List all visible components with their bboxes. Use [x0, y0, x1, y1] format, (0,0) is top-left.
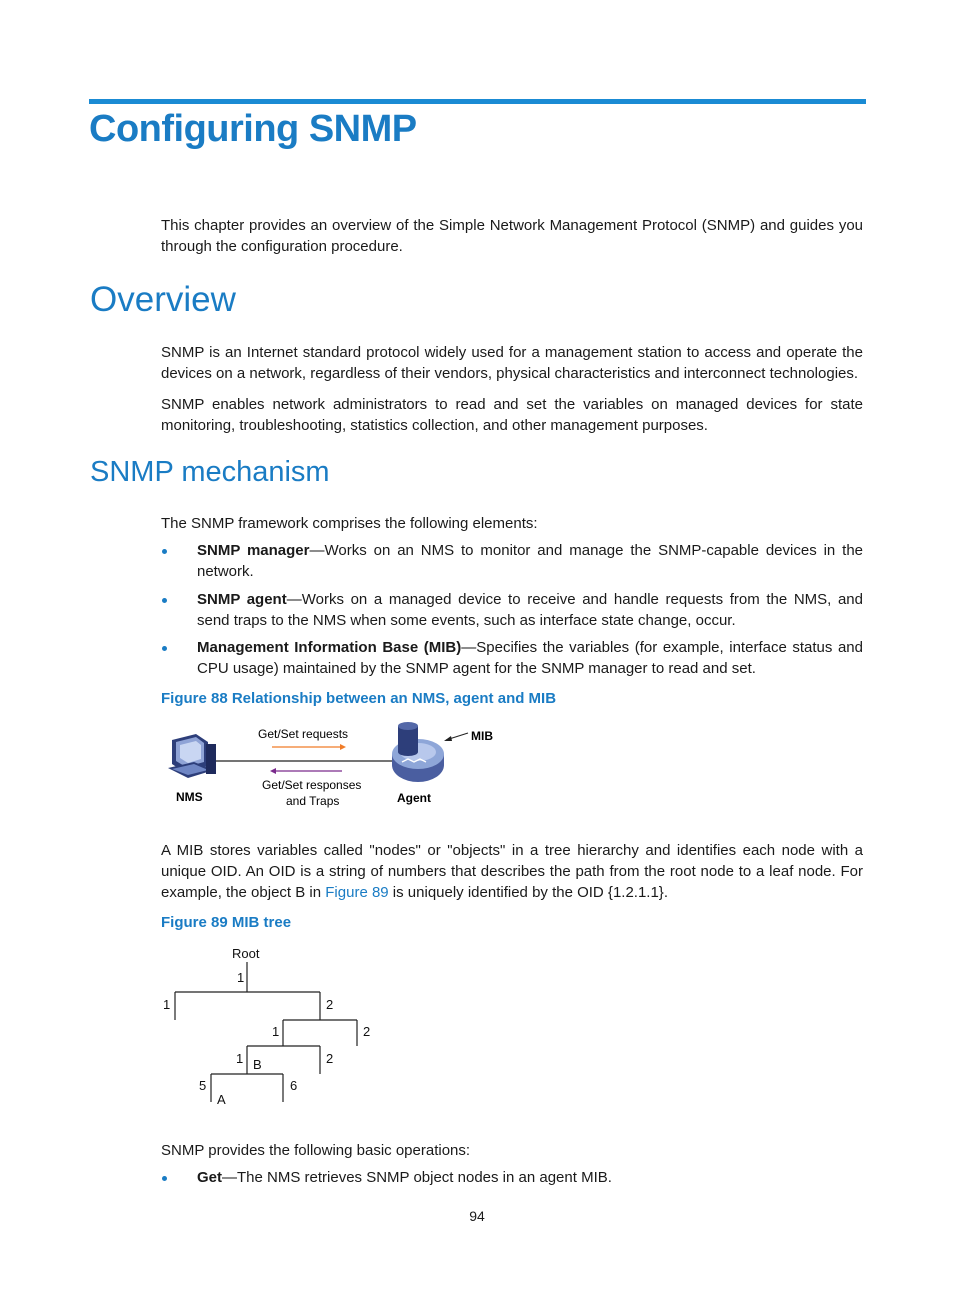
bullet-snmp-agent — [161, 589, 863, 631]
label-mib: MIB — [471, 729, 493, 743]
top-rule — [89, 99, 866, 104]
tree-node-l2-right: 2 — [363, 1024, 371, 1039]
bullet-dot — [162, 646, 167, 651]
tree-node-l2-left: 1 — [272, 1024, 280, 1039]
bullet-term: SNMP manager — [197, 542, 310, 559]
tree-label-a: A — [217, 1092, 226, 1107]
tree-label-b: B — [253, 1057, 262, 1072]
bullet-mib — [161, 637, 863, 679]
bullet-desc: —The NMS retrieves SNMP object nodes in an agent MIB. — [222, 1169, 612, 1186]
operations-lead: SNMP provides the following basic operations: — [161, 1142, 471, 1159]
bullet-desc: —Works on a managed device to receive and handle requests from the NMS, and send traps to the NMS when some events, such as interface state change, occur. — [197, 591, 863, 629]
overview-paragraph-1: SNMP is an Internet standard protocol widely used for a management station to access and operate the devices on a network, regardless of their vendors, physical characteristics and interconnect technologies. — [161, 344, 863, 382]
tree-node-l3-left: 1 — [236, 1051, 244, 1066]
bullet-dot — [162, 549, 167, 554]
page-number: 94 — [469, 1208, 485, 1224]
label-responses-line1: Get/Set responses — [262, 778, 362, 792]
chapter-title: Configuring SNMP — [89, 108, 417, 150]
figure-89-mib-tree — [155, 940, 395, 1110]
bullet-desc: —Specifies the variables (for example, interface status and CPU usage) maintained by the SNMP agent for the SNMP manager to read and set. — [197, 639, 863, 677]
bullet-term: SNMP agent — [197, 591, 287, 608]
mib-paragraph — [161, 840, 863, 903]
mechanism-heading: SNMP mechanism — [90, 456, 330, 488]
bullet-dot — [162, 598, 167, 603]
bullet-dot — [162, 1176, 167, 1181]
bullet-term: Management Information Base (MIB) — [197, 639, 462, 656]
agent-device-icon — [392, 722, 444, 782]
tree-node-l4-right: 6 — [290, 1078, 298, 1093]
tree-node-l3-right: 2 — [326, 1051, 334, 1066]
label-agent: Agent — [397, 791, 431, 805]
mib-paragraph-text-2: is uniquely identified by the OID {1.2.1.1}. — [388, 884, 668, 901]
label-nms: NMS — [176, 790, 203, 804]
figure-89-caption: Figure 89 MIB tree — [161, 914, 292, 931]
bullet-snmp-manager — [161, 540, 863, 582]
overview-paragraph-2: SNMP enables network administrators to read and set the variables on managed devices for state monitoring, troubleshooting, statistics collection, and other management purposes. — [161, 396, 863, 434]
intro-paragraph: This chapter provides an overview of the Simple Network Management Protocol (SNMP) and guides you through the configuration procedure. — [161, 217, 863, 255]
tree-node-l1-left: 1 — [163, 997, 171, 1012]
tree-node-l4-left: 5 — [199, 1078, 207, 1093]
mib-paragraph-text-1: A MIB stores variables called "nodes" or "objects" in a tree hierarchy and identifies each node with a unique OID. An OID is a string of numbers that describes the path from the root node to a leaf node. For example, the object B in — [161, 842, 863, 901]
bullet-desc: —Works on an NMS to monitor and manage the SNMP-capable devices in the network. — [197, 542, 864, 580]
tree-root-label: Root — [232, 946, 260, 961]
tree-node-l1-right: 2 — [326, 997, 334, 1012]
label-responses-line2: and Traps — [286, 794, 340, 808]
tree-node-root-1: 1 — [237, 970, 245, 985]
figure-88-diagram — [160, 718, 520, 818]
nms-computer-icon — [168, 734, 216, 778]
figure-88-caption: Figure 88 Relationship between an NMS, agent and MIB — [161, 690, 557, 707]
bullet-get — [161, 1167, 863, 1188]
bullet-term: Get — [197, 1169, 223, 1186]
label-requests: Get/Set requests — [258, 727, 349, 741]
mechanism-lead: The SNMP framework comprises the following elements: — [161, 515, 538, 532]
figure-89-link[interactable]: Figure 89 — [325, 884, 389, 901]
overview-heading: Overview — [90, 280, 236, 319]
